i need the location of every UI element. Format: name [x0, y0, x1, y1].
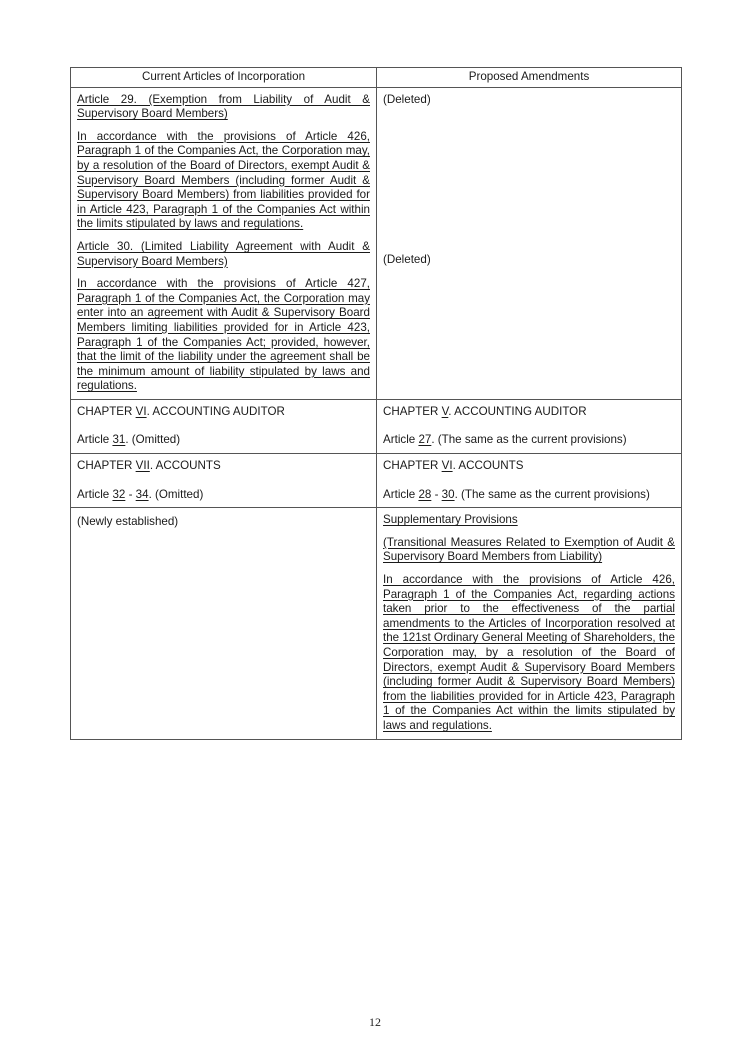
table-row	[71, 508, 682, 739]
article-30-body: In accordance with the provisions of Article 427, Paragraph 1 of the Companies Act, the Corporation may enter into an agreement with Audit & Supervisory Board Members limiting liabilities provided for in Article 423, Paragraph 1 of the Companies Act; provided, however, that the limit of the liability under the agreement shall be the minimum amount of liability stipulated by laws and regulations.	[77, 277, 370, 393]
proposed-cell-articles-29-30	[377, 87, 682, 399]
article-29-proposed: (Deleted)	[383, 92, 431, 106]
table-row	[71, 454, 682, 508]
article-30-title: Article 30. (Limited Liability Agreement with Audit & Supervisory Board Members)	[77, 239, 370, 268]
proposed-cell-accounts	[377, 454, 682, 508]
page-number: 12	[369, 1015, 381, 1029]
amendment-comparison-table	[70, 67, 682, 740]
article-29-body: In accordance with the provisions of Article 426, Paragraph 1 of the Companies Act, the Corporation may, by a resolution of the Board of Directors, exempt Audit & Supervisory Board Members (including former Audit & Supervisory Board Members) from liabilities provided for in Article 423, Paragraph 1 of the Companies Act within the limits stipulated by laws and regulations.	[77, 129, 370, 231]
current-chapter-heading: CHAPTER VII. ACCOUNTS	[77, 459, 221, 473]
current-article-line: Article 32 - 34. (Omitted)	[77, 487, 204, 501]
supplementary-title: (Transitional Measures Related to Exemption of Audit & Supervisory Board Members from Liability)	[383, 535, 675, 564]
article-30-proposed: (Deleted)	[383, 253, 431, 267]
supplementary-body: In accordance with the provisions of Article 426, Paragraph 1 of the Companies Act, regarding actions taken prior to the effectiveness of the partial amendments to the Articles of Incorporation resolved at the 121st Ordinary General Meeting of Shareholders, the Corporation may, by a resolution of the Board of Directors, exempt Audit & Supervisory Board Members (including former Audit & Supervisory Board Members) from the liabilities provided for in Article 423, Paragraph 1 of the Companies Act within the limits stipulated by laws and regulations.	[383, 573, 675, 732]
proposed-chapter-heading: CHAPTER VI. ACCOUNTS	[383, 459, 524, 473]
current-cell-articles-29-30	[71, 87, 377, 399]
current-article-line: Article 31. (Omitted)	[77, 433, 181, 447]
proposed-chapter-heading: CHAPTER V. ACCOUNTING AUDITOR	[383, 404, 587, 418]
current-cell-accounts	[71, 454, 377, 508]
proposed-cell-accounting-auditor	[377, 399, 682, 453]
proposed-article-line: Article 28 - 30. (The same as the current provisions)	[383, 487, 650, 501]
proposed-article-line: Article 27. (The same as the current provisions)	[383, 433, 627, 447]
current-cell-accounting-auditor	[71, 399, 377, 453]
current-chapter-heading: CHAPTER VI. ACCOUNTING AUDITOR	[77, 404, 285, 418]
current-cell-supplementary	[71, 508, 377, 739]
column-header-proposed: Proposed Amendments	[377, 68, 682, 88]
proposed-cell-supplementary	[377, 508, 682, 739]
table-header-row	[71, 68, 682, 88]
supplementary-heading: Supplementary Provisions	[383, 513, 518, 527]
newly-established-note: (Newly established)	[77, 515, 179, 529]
table-row	[71, 87, 682, 399]
table-row	[71, 399, 682, 453]
article-29-title: Article 29. (Exemption from Liability of Audit & Supervisory Board Members)	[77, 92, 370, 121]
column-header-current: Current Articles of Incorporation	[71, 68, 377, 88]
